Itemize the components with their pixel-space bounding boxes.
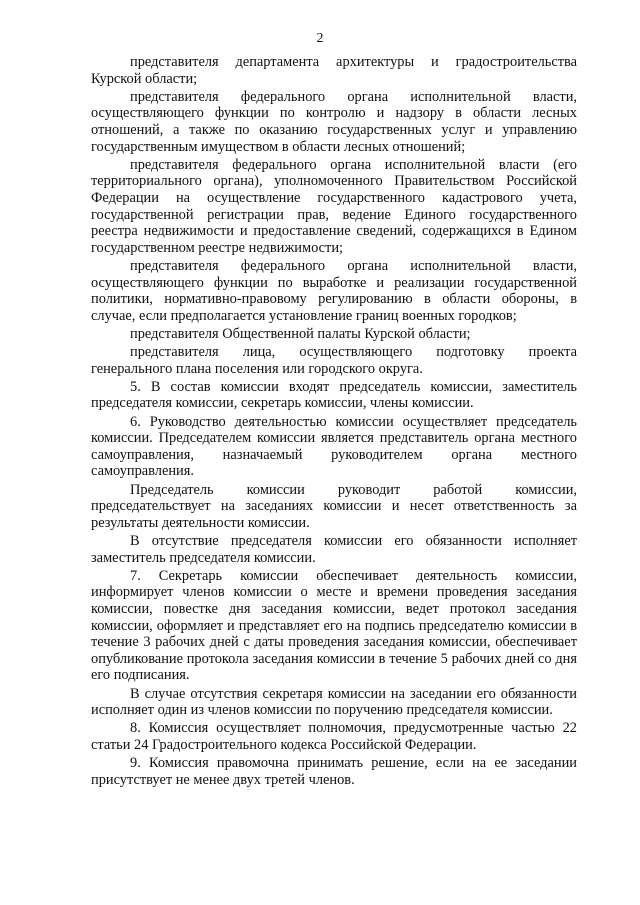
paragraph-item-7-secretary: 7. Секретарь комиссии обеспечивает деятельность комиссии, информирует членов комиссии о месте и времени проведения заседания комиссии, повестке дня заседания комиссии, ведет протокол заседания комиссии, оформляет и представляет его на подпись председателю комиссии в течение 3 рабочих дней с даты проведения заседания комиссии, обеспечивает опубликование протокола заседания комиссии в течение 5 рабочих дней со дня его подписания.: [91, 567, 577, 684]
paragraph-public-chamber: представителя Общественной палаты Курской области;: [130, 325, 471, 342]
paragraph-item-5-composition: 5. В состав комиссии входят председатель комиссии, заместитель председателя комиссии, секретарь комиссии, члены комиссии.: [91, 378, 577, 412]
paragraph-chairman-duties: Председатель комиссии руководит работой комиссии, председательствует на заседаниях комиссии и несет ответственность за результаты деятельности комиссии.: [91, 481, 577, 531]
page-number: 2: [316, 31, 324, 46]
document-body: [91, 54, 577, 790]
paragraph-secretary-absence: В случае отсутствия секретаря комиссии на заседании его обязанности исполняет один из членов комиссии по поручению председателя комиссии.: [91, 685, 577, 719]
paragraph-item-8-powers: 8. Комиссия осуществляет полномочия, предусмотренные частью 22 статьи 24 Градостроительного кодекса Российской Федерации.: [91, 720, 577, 753]
paragraph-cadastral-authority: представителя федерального органа исполнительной власти (его территориального органа), уполномоченного Правительством Российской Федерации на осуществление государственного кадастрового учета, государственной регистрации прав, ведение Единого государственного реестра недвижимости и предоставление сведений, содержащихся в Едином государственном реестре недвижимости;: [91, 156, 577, 256]
paragraph-general-plan-developer: представителя лица, осуществляющего подготовку проекта генерального плана поселения или городского округа.: [91, 344, 577, 377]
paragraph-item-9-quorum: 9. Комиссия правомочна принимать решение, если на ее заседании присутствует не менее двух третей членов.: [91, 755, 577, 788]
paragraph-chairman-absence: В отсутствие председателя комиссии его обязанности исполняет заместитель председателя комиссии.: [91, 532, 577, 566]
paragraph-forest-relations-authority: представителя федерального органа исполнительной власти, осуществляющего функции по контролю и надзору в области лесных отношений, а также по оказанию государственных услуг и управлению государственным имуществом в области лесных отношений;: [91, 88, 577, 155]
paragraph-defense-authority: представителя федерального органа исполнительной власти, осуществляющего функции по выработке и реализации государственной политики, нормативно-правовому регулированию в области обороны, в случае, если предполагается установление границ военных городков;: [91, 257, 577, 324]
paragraph-architecture-department: представителя департамента архитектуры и градостроительства Курской области;: [91, 54, 577, 87]
paragraph-item-6-leadership: 6. Руководство деятельностью комиссии осуществляет председатель комиссии. Председателем комиссии является представитель органа местного самоуправления, назначаемый руководителем органа местного самоуправления.: [91, 413, 577, 480]
